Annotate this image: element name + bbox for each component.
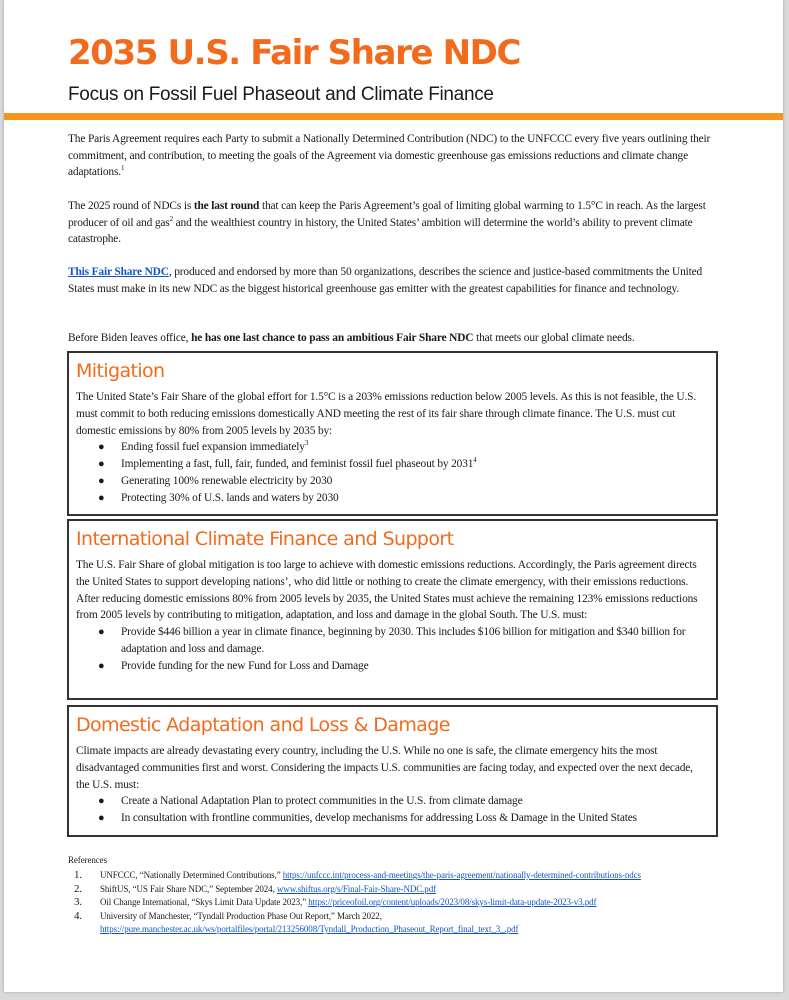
- bullet-list: [76, 439, 709, 506]
- reference-item: [68, 896, 748, 910]
- bullet-list: [76, 793, 709, 827]
- reference-item: [68, 910, 748, 937]
- footnote-ref: 3: [304, 439, 309, 448]
- list-item-text: Create a National Adaptation Plan to protect communities in the U.S. from climate damage: [121, 795, 523, 808]
- reference-number: 1.: [74, 869, 83, 881]
- bullet-list: [76, 624, 709, 674]
- intro-paragraph-4: [68, 330, 720, 347]
- footnote-ref: 1: [120, 164, 125, 173]
- list-item-text: In consultation with frontline communities, develop mechanisms for addressing Loss & Damage in the United States: [121, 812, 637, 825]
- adaptation-section: [67, 705, 718, 837]
- intro-paragraph-2-text: The 2025 round of NDCs is: [68, 200, 194, 212]
- page-subtitle: Focus on Fossil Fuel Phaseout and Climate Finance: [68, 84, 494, 105]
- intro-paragraph-1-text: The Paris Agreement requires each Party to submit a Nationally Determined Contribution (NDC) to the UNFCCC every five years outlining their commitment, and contribution, to meeting the goals of the Agreement via domestic greenhouse gas emissions reductions and climate change adaptations.: [68, 133, 711, 178]
- fair-share-ndc-link[interactable]: This Fair Share NDC: [68, 266, 169, 278]
- emphasis-text: he has one last chance to pass an ambitious Fair Share NDC: [191, 332, 474, 344]
- bullet-icon: ●: [98, 795, 105, 808]
- reference-number: 3.: [74, 896, 83, 908]
- reference-item: [68, 883, 748, 897]
- intro-paragraph-2-text: that can keep the Paris Agreement’s goal of limiting global warming to 1.5°C in reach. As the largest producer of oil and gas: [68, 200, 706, 229]
- intro-paragraph-3: [68, 264, 720, 297]
- bullet-icon: ●: [98, 626, 105, 639]
- list-item-text: Provide $446 billion a year in climate finance, beginning by 2030. This includes $106 billion for mitigation and $340 billion for adaptation and loss and damage.: [121, 626, 686, 655]
- list-item: [76, 810, 709, 827]
- climate-finance-section: [67, 519, 718, 700]
- list-item-text: Generating 100% renewable electricity by 2030: [121, 474, 333, 487]
- reference-link[interactable]: https://priceofoil.org/content/uploads/2023/08/skys-limit-data-update-2023-v3.pdf: [308, 897, 597, 907]
- list-item: [76, 658, 709, 675]
- list-item-text: Protecting 30% of U.S. lands and waters by 2030: [121, 491, 339, 504]
- footnote-ref: 4: [473, 456, 477, 465]
- bullet-icon: ●: [98, 659, 105, 672]
- bullet-icon: ●: [98, 491, 105, 504]
- list-item: [76, 456, 709, 473]
- reference-text: ShiftUS, “US Fair Share NDC,” September 2024,: [100, 883, 277, 894]
- references-section: [68, 855, 748, 937]
- list-item-text: Implementing a fast, full, fair, funded, and feminist fossil fuel phaseout by 2031: [121, 458, 474, 471]
- emphasis-text: the last round: [193, 200, 260, 212]
- references-list: [68, 869, 748, 937]
- intro-paragraph-2: [68, 198, 720, 248]
- reference-text: Oil Change International, “Skys Limit Data Update 2023,”: [100, 897, 309, 907]
- list-item: [76, 793, 709, 810]
- reference-number: 2.: [74, 882, 83, 895]
- bullet-icon: ●: [98, 474, 105, 487]
- list-item: [76, 439, 709, 456]
- list-item: [76, 490, 709, 507]
- bullet-icon: ●: [98, 441, 105, 454]
- section-body: Climate impacts are already devastating every country, including the U.S. While no one is safe, the climate emergency hits the most disadvantaged communities first and worst. Considering the impacts U.S. communities are facing today, and expected over the next decade, the U.S. must:: [76, 745, 693, 791]
- bullet-icon: ●: [98, 812, 105, 825]
- intro-paragraph-2-text: and the wealthiest country in history, the United States’ ambition will determine the world’s ability to prevent climate catastrophe.: [68, 216, 693, 245]
- list-item-text: Provide funding for the new Fund for Loss and Damage: [121, 659, 369, 672]
- footnote-ref: 2: [169, 214, 173, 223]
- list-item: [76, 624, 709, 658]
- section-body: The United State’s Fair Share of the global effort for 1.5°C is a 203% emissions reduction below 2005 levels. As this is not feasible, the U.S. must commit to both reducing emissions domestically AND meeting the rest of its fair share through climate finance. The U.S. must cut domestic emissions by 80% from 2005 levels by 2035 by:: [76, 391, 697, 437]
- intro-paragraph-1: [68, 131, 720, 181]
- intro-paragraph-4-text: that meets our global climate needs.: [473, 332, 635, 344]
- section-heading: Domestic Adaptation and Loss & Damage: [76, 714, 450, 736]
- reference-number: 4.: [74, 909, 83, 922]
- mitigation-section: [67, 351, 718, 516]
- section-heading: International Climate Finance and Support: [76, 528, 454, 550]
- reference-link[interactable]: https://unfccc.int/process-and-meetings/the-paris-agreement/nationally-determined-contributions-ndcs: [282, 870, 641, 880]
- bullet-icon: ●: [98, 458, 105, 471]
- reference-text: University of Manchester, “Tyndall Production Phase Out Report,” March 2022,: [100, 910, 382, 921]
- references-heading: References: [68, 855, 107, 865]
- intro-paragraph-4-text: Before Biden leaves office,: [68, 332, 192, 344]
- reference-text: UNFCCC, “Nationally Determined Contributions,”: [100, 870, 283, 880]
- section-heading: Mitigation: [76, 360, 165, 382]
- reference-link[interactable]: https://pure.manchester.ac.uk/ws/portalfiles/portal/213256008/Tyndall_Production_Phaseout_Report_final_text_3_.pdf: [100, 924, 519, 934]
- list-item-text: Ending fossil fuel expansion immediately: [121, 441, 305, 454]
- document-page: [4, 0, 783, 992]
- reference-link[interactable]: www.shiftus.org/s/Final-Fair-Share-NDC.pdf: [276, 883, 436, 894]
- intro-paragraph-3-text: , produced and endorsed by more than 50 organizations, describes the science and justice-based commitments the United States must make in its new NDC as the biggest historical greenhouse gas emitter with the greatest capabilities for finance and technology.: [68, 266, 703, 295]
- page-title: 2035 U.S. Fair Share NDC: [68, 33, 520, 73]
- list-item: [76, 473, 709, 490]
- header-divider: [4, 113, 783, 120]
- section-body: The U.S. Fair Share of global mitigation is too large to achieve with domestic emissions reductions. Accordingly, the Paris agreement directs the United States to support developing nations’, who did little or nothing to create the climate emergency, with their emissions reductions. After reducing domestic emissions 80% from 2005 levels by 2035, the United States must achieve the remaining 123% emissions reductions from 2005 levels by contributing to mitigation, adaptation, and loss and damage in the global South. The U.S. must:: [76, 559, 698, 622]
- reference-item: [68, 869, 748, 883]
